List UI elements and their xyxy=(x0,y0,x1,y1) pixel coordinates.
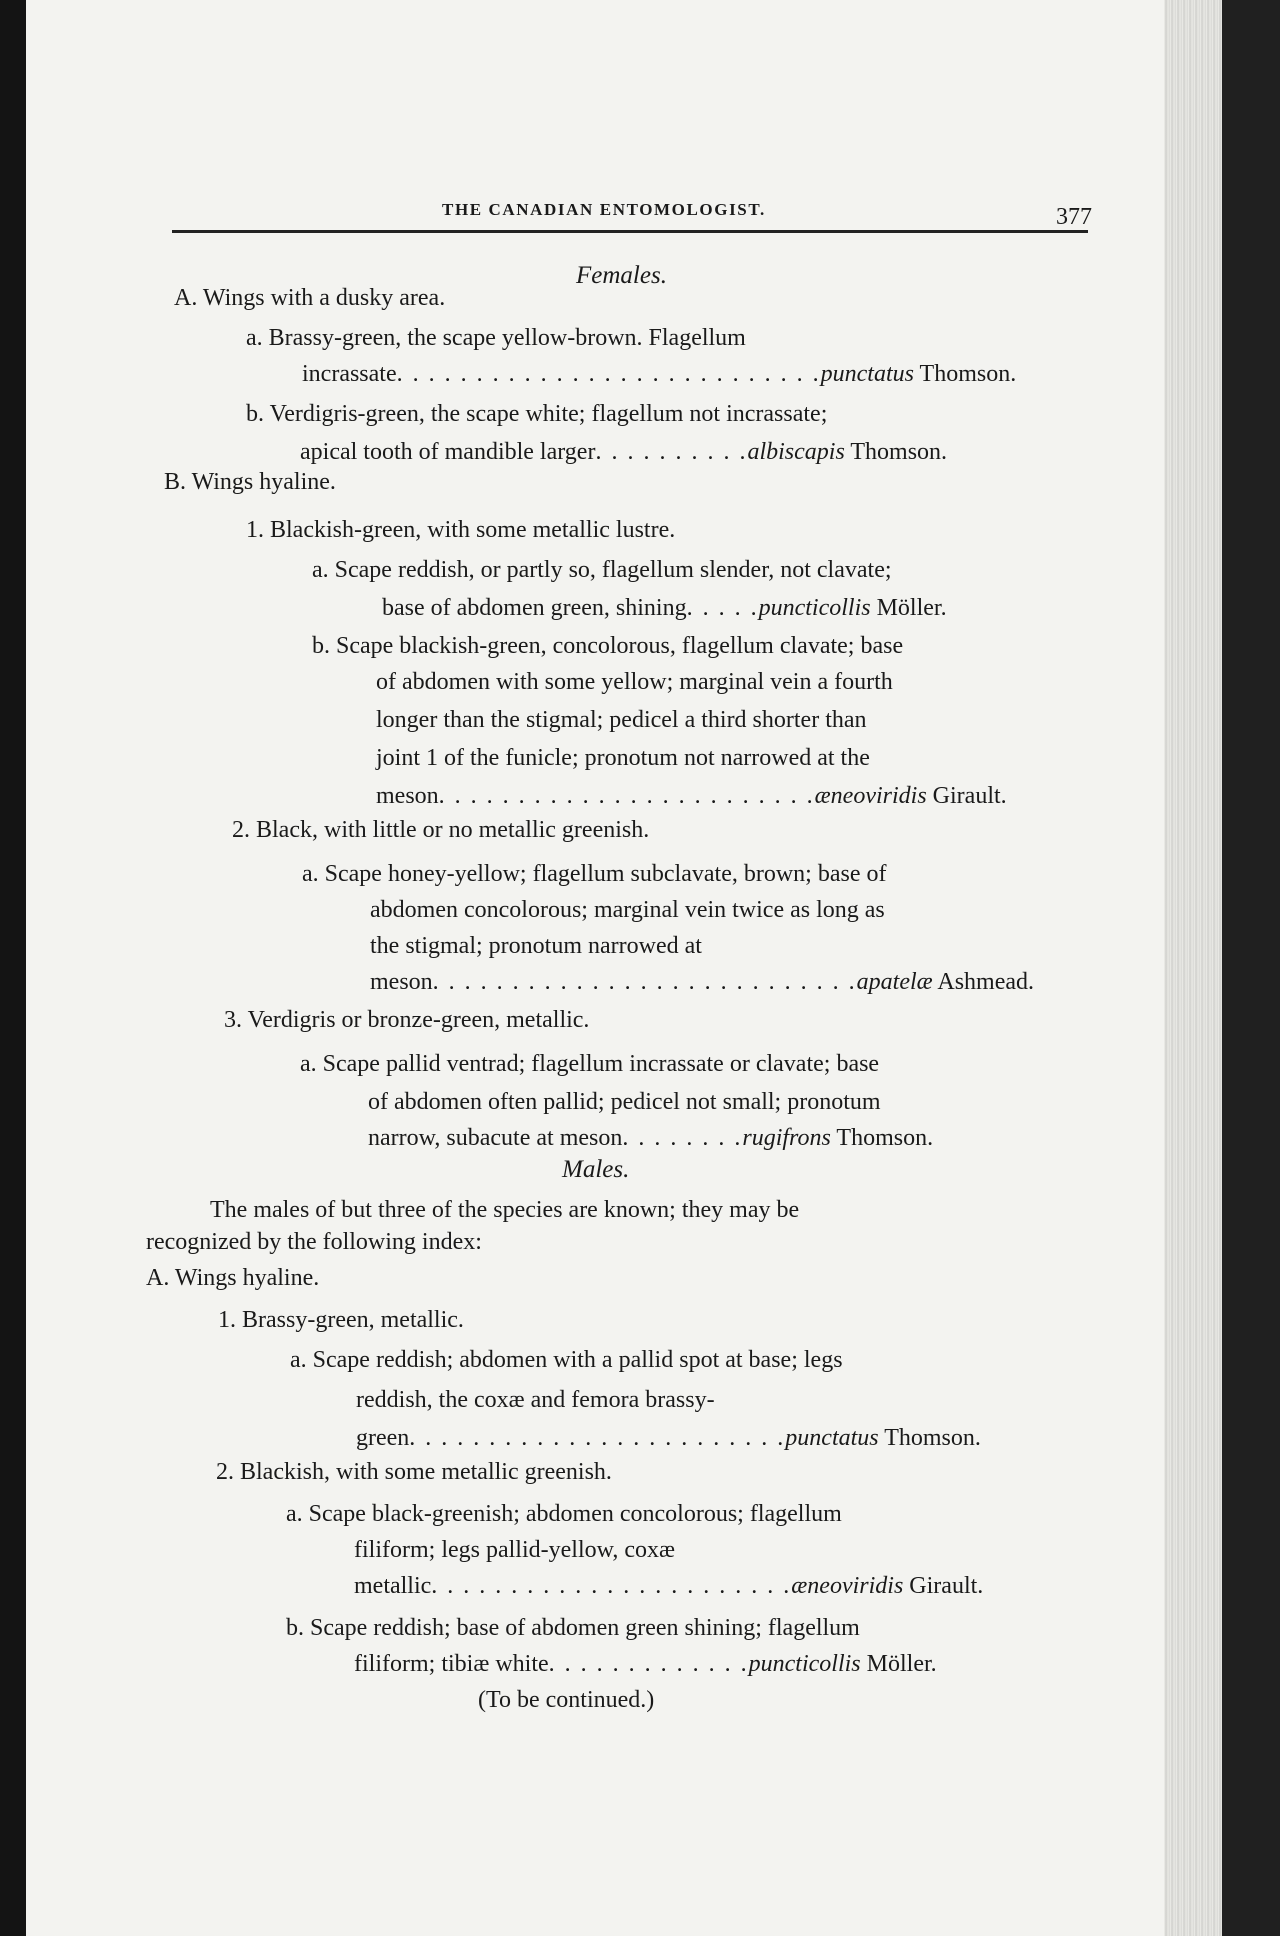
scan-right-border xyxy=(1222,0,1280,1936)
author-name: Thomson. xyxy=(884,1425,981,1451)
key-B3a-line3: narrow, subacute at meson. . . . . . . .rugifrons Thomson. xyxy=(368,1125,934,1151)
male-key-A1a-line2: reddish, the coxæ and femora brassy- xyxy=(356,1387,715,1413)
male-key-A2: 2. Blackish, with some metallic greenish. xyxy=(216,1459,612,1485)
key-B3a-line2: of abdomen often pallid; pedicel not small; pronotum xyxy=(368,1089,881,1115)
key-B3: 3. Verdigris or bronze-green, metallic. xyxy=(224,1007,590,1033)
key-B1a-line2: base of abdomen green, shining. . . . .puncticollis Möller. xyxy=(382,595,947,621)
continued-note: (To be continued.) xyxy=(478,1687,655,1713)
key-B2a-line3: the stigmal; pronotum narrowed at xyxy=(370,933,702,959)
males-intro-line1: The males of but three of the species are known; they may be xyxy=(210,1197,800,1223)
key-B1b-line5: meson. . . . . . . . . . . . . . . . . . . . . . . .æneoviridis Girault. xyxy=(376,783,1007,809)
key-B2: 2. Black, with little or no metallic greenish. xyxy=(232,817,650,843)
key-B2a-line1: a. Scape honey-yellow; flagellum subclavate, brown; base of xyxy=(302,861,887,887)
running-header: THE CANADIAN ENTOMOLOGIST. xyxy=(442,200,766,219)
species-name: rugifrons xyxy=(742,1125,831,1151)
key-B3a-line1: a. Scape pallid ventrad; flagellum incrassate or clavate; base xyxy=(300,1051,880,1077)
male-key-A1a-line3: green. . . . . . . . . . . . . . . . . . . . . . . .punctatus Thomson. xyxy=(356,1425,981,1451)
males-intro-line2: recognized by the following index: xyxy=(146,1229,482,1255)
male-key-A2a-line1: a. Scape black-greenish; abdomen concolorous; flagellum xyxy=(286,1501,842,1527)
species-name: puncticollis xyxy=(758,595,871,621)
male-key-A1: 1. Brassy-green, metallic. xyxy=(218,1307,464,1333)
male-key-A: A. Wings hyaline. xyxy=(146,1265,320,1291)
species-name: punctatus xyxy=(785,1425,879,1451)
key-B2a-line2: abdomen concolorous; marginal vein twice as long as xyxy=(370,897,885,923)
species-name: punctatus xyxy=(820,361,914,387)
species-name: æneoviridis xyxy=(814,783,927,809)
key-B1b-line4: joint 1 of the funicle; pronotum not narrowed at the xyxy=(376,745,870,771)
male-key-A1a-line1: a. Scape reddish; abdomen with a pallid spot at base; legs xyxy=(290,1347,843,1373)
key-B1b-line1: b. Scape blackish-green, concolorous, flagellum clavate; base xyxy=(312,633,904,659)
male-key-A2b-line1: b. Scape reddish; base of abdomen green shining; flagellum xyxy=(286,1615,860,1641)
species-name: æneoviridis xyxy=(791,1573,904,1599)
key-B: B. Wings hyaline. xyxy=(164,469,336,495)
author-name: Girault. xyxy=(909,1573,984,1599)
key-B1b-line3: longer than the stigmal; pedicel a third shorter than xyxy=(376,707,867,733)
males-heading: Males. xyxy=(562,1156,630,1183)
key-A: A. Wings with a dusky area. xyxy=(174,285,446,311)
author-name: Ashmead. xyxy=(937,969,1035,995)
key-A-b-line2: apical tooth of mandible larger. . . . . . . . . .albiscapis Thomson. xyxy=(300,439,948,465)
key-B1: 1. Blackish-green, with some metallic lustre. xyxy=(246,517,676,543)
key-A-a-line2: incrassate. . . . . . . . . . . . . . . . . . . . . . . . . . .punctatus Thomson. xyxy=(302,361,1017,387)
author-name: Thomson. xyxy=(850,439,948,465)
key-B1a-line1: a. Scape reddish, or partly so, flagellum slender, not clavate; xyxy=(312,557,892,583)
author-name: Girault. xyxy=(932,783,1007,809)
male-key-A2a-line3: metallic. . . . . . . . . . . . . . . . . . . . . . .æneoviridis Girault. xyxy=(354,1573,984,1599)
page-number: 377 xyxy=(1056,204,1092,230)
author-name: Möller. xyxy=(876,595,947,621)
scan-left-border xyxy=(0,0,26,1936)
species-name: albiscapis xyxy=(747,439,845,465)
key-A-a-line1: a. Brassy-green, the scape yellow-brown. Flagellum xyxy=(246,325,746,351)
author-name: Möller. xyxy=(866,1651,937,1677)
header-rule xyxy=(172,230,1088,233)
page-edge-stack xyxy=(1164,0,1222,1936)
species-name: apatelæ xyxy=(856,969,933,995)
key-A-b-line1: b. Verdigris-green, the scape white; flagellum not incrassate; xyxy=(246,401,828,427)
key-B2a-line4: meson. . . . . . . . . . . . . . . . . . . . . . . . . . .apatelæ Ashmead. xyxy=(370,969,1035,995)
females-heading: Females. xyxy=(576,262,667,289)
author-name: Thomson. xyxy=(836,1125,934,1151)
author-name: Thomson. xyxy=(919,361,1017,387)
key-B1b-line2: of abdomen with some yellow; marginal vein a fourth xyxy=(376,669,893,695)
male-key-A2b-line2: filiform; tibiæ white. . . . . . . . . . . . .puncticollis Möller. xyxy=(354,1651,937,1677)
male-key-A2a-line2: filiform; legs pallid-yellow, coxæ xyxy=(354,1537,676,1563)
species-name: puncticollis xyxy=(748,1651,861,1677)
